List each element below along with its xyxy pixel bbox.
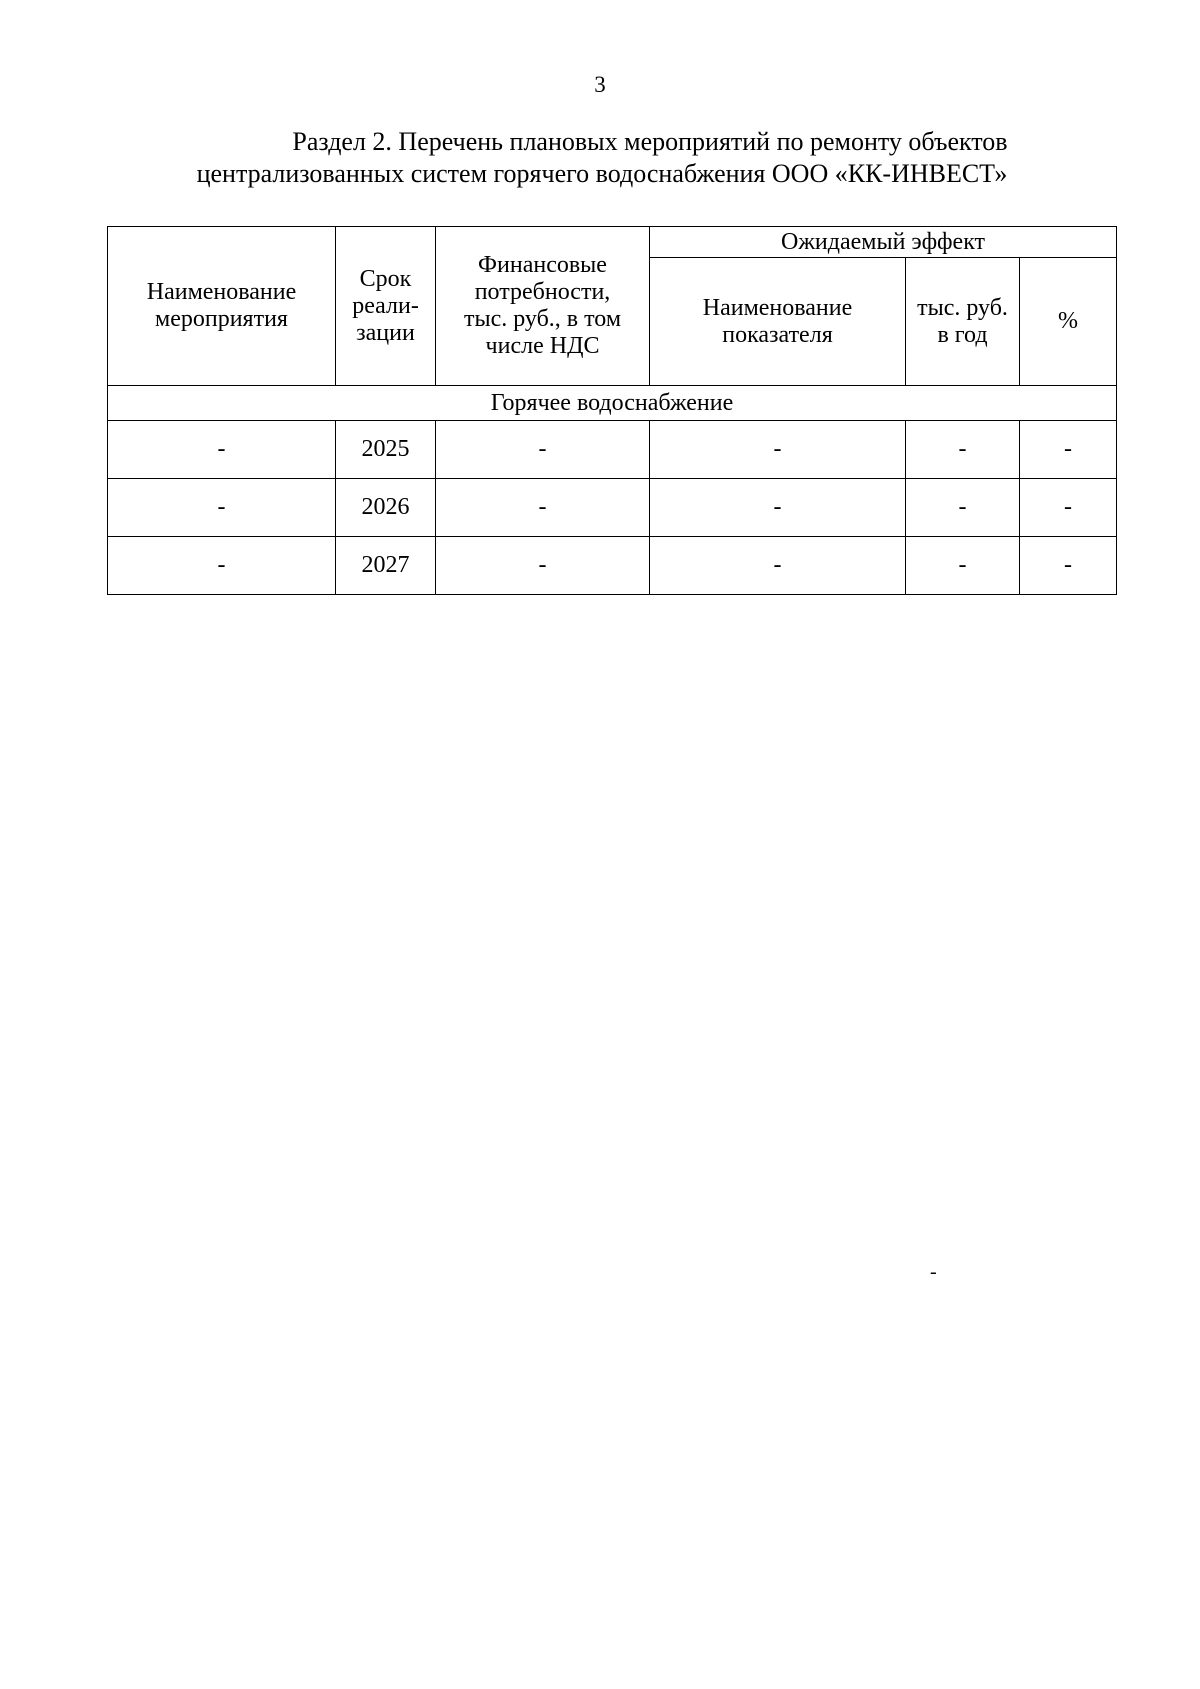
rub-cell: - (906, 537, 1020, 595)
header-text: в год (937, 321, 988, 348)
header-text: зации (356, 319, 415, 346)
header-text: Наименование (702, 294, 853, 321)
header-text: потребности, (474, 279, 611, 305)
header-measure-name (108, 227, 336, 386)
finance-cell: - (436, 537, 650, 595)
section-label: Горячее водоснабжение (108, 386, 1117, 421)
header-text: тыс. руб., в том (463, 306, 622, 332)
measure-name-cell: - (108, 421, 336, 479)
section-title-line-2: централизованных систем горячего водоснабжения ООО «КК-ИНВЕСТ» (196, 159, 1008, 188)
stray-dash-mark: - (930, 1261, 937, 1283)
finance-cell: - (436, 421, 650, 479)
header-percent: % (1020, 258, 1117, 386)
header-text: Срок (359, 265, 412, 292)
table-row (108, 421, 1117, 479)
header-text: тыс. руб. (917, 294, 1008, 321)
header-text: Наименование (146, 279, 297, 305)
header-text: Финансовые (478, 252, 607, 278)
header-expected-effect: Ожидаемый эффект (650, 227, 1117, 258)
table-row (108, 479, 1117, 537)
percent-cell: - (1020, 479, 1117, 537)
indicator-cell: - (650, 421, 906, 479)
percent-cell: - (1020, 421, 1117, 479)
section-title (0, 126, 1200, 190)
percent-cell: - (1020, 537, 1117, 595)
indicator-cell: - (650, 537, 906, 595)
planned-measures-table (107, 226, 1117, 595)
page-number: 3 (594, 72, 606, 97)
header-text: числе НДС (485, 333, 600, 359)
rub-cell: - (906, 479, 1020, 537)
year-cell: 2026 (336, 479, 436, 537)
measure-name-cell: - (108, 479, 336, 537)
header-text: показателя (722, 321, 833, 348)
header-text: мероприятия (155, 306, 288, 332)
finance-cell: - (436, 479, 650, 537)
indicator-cell: - (650, 479, 906, 537)
header-indicator-name (650, 258, 906, 386)
header-text: реали- (352, 292, 419, 319)
header-rub-per-year (906, 258, 1020, 386)
section-row (108, 386, 1117, 421)
header-term (336, 227, 436, 386)
table-row (108, 537, 1117, 595)
year-cell: 2025 (336, 421, 436, 479)
header-financial-needs (436, 227, 650, 386)
section-title-line-1: Раздел 2. Перечень плановых мероприятий по ремонту объектов (292, 127, 1008, 156)
measure-name-cell: - (108, 537, 336, 595)
rub-cell: - (906, 421, 1020, 479)
table-header-row (108, 227, 1117, 258)
year-cell: 2027 (336, 537, 436, 595)
